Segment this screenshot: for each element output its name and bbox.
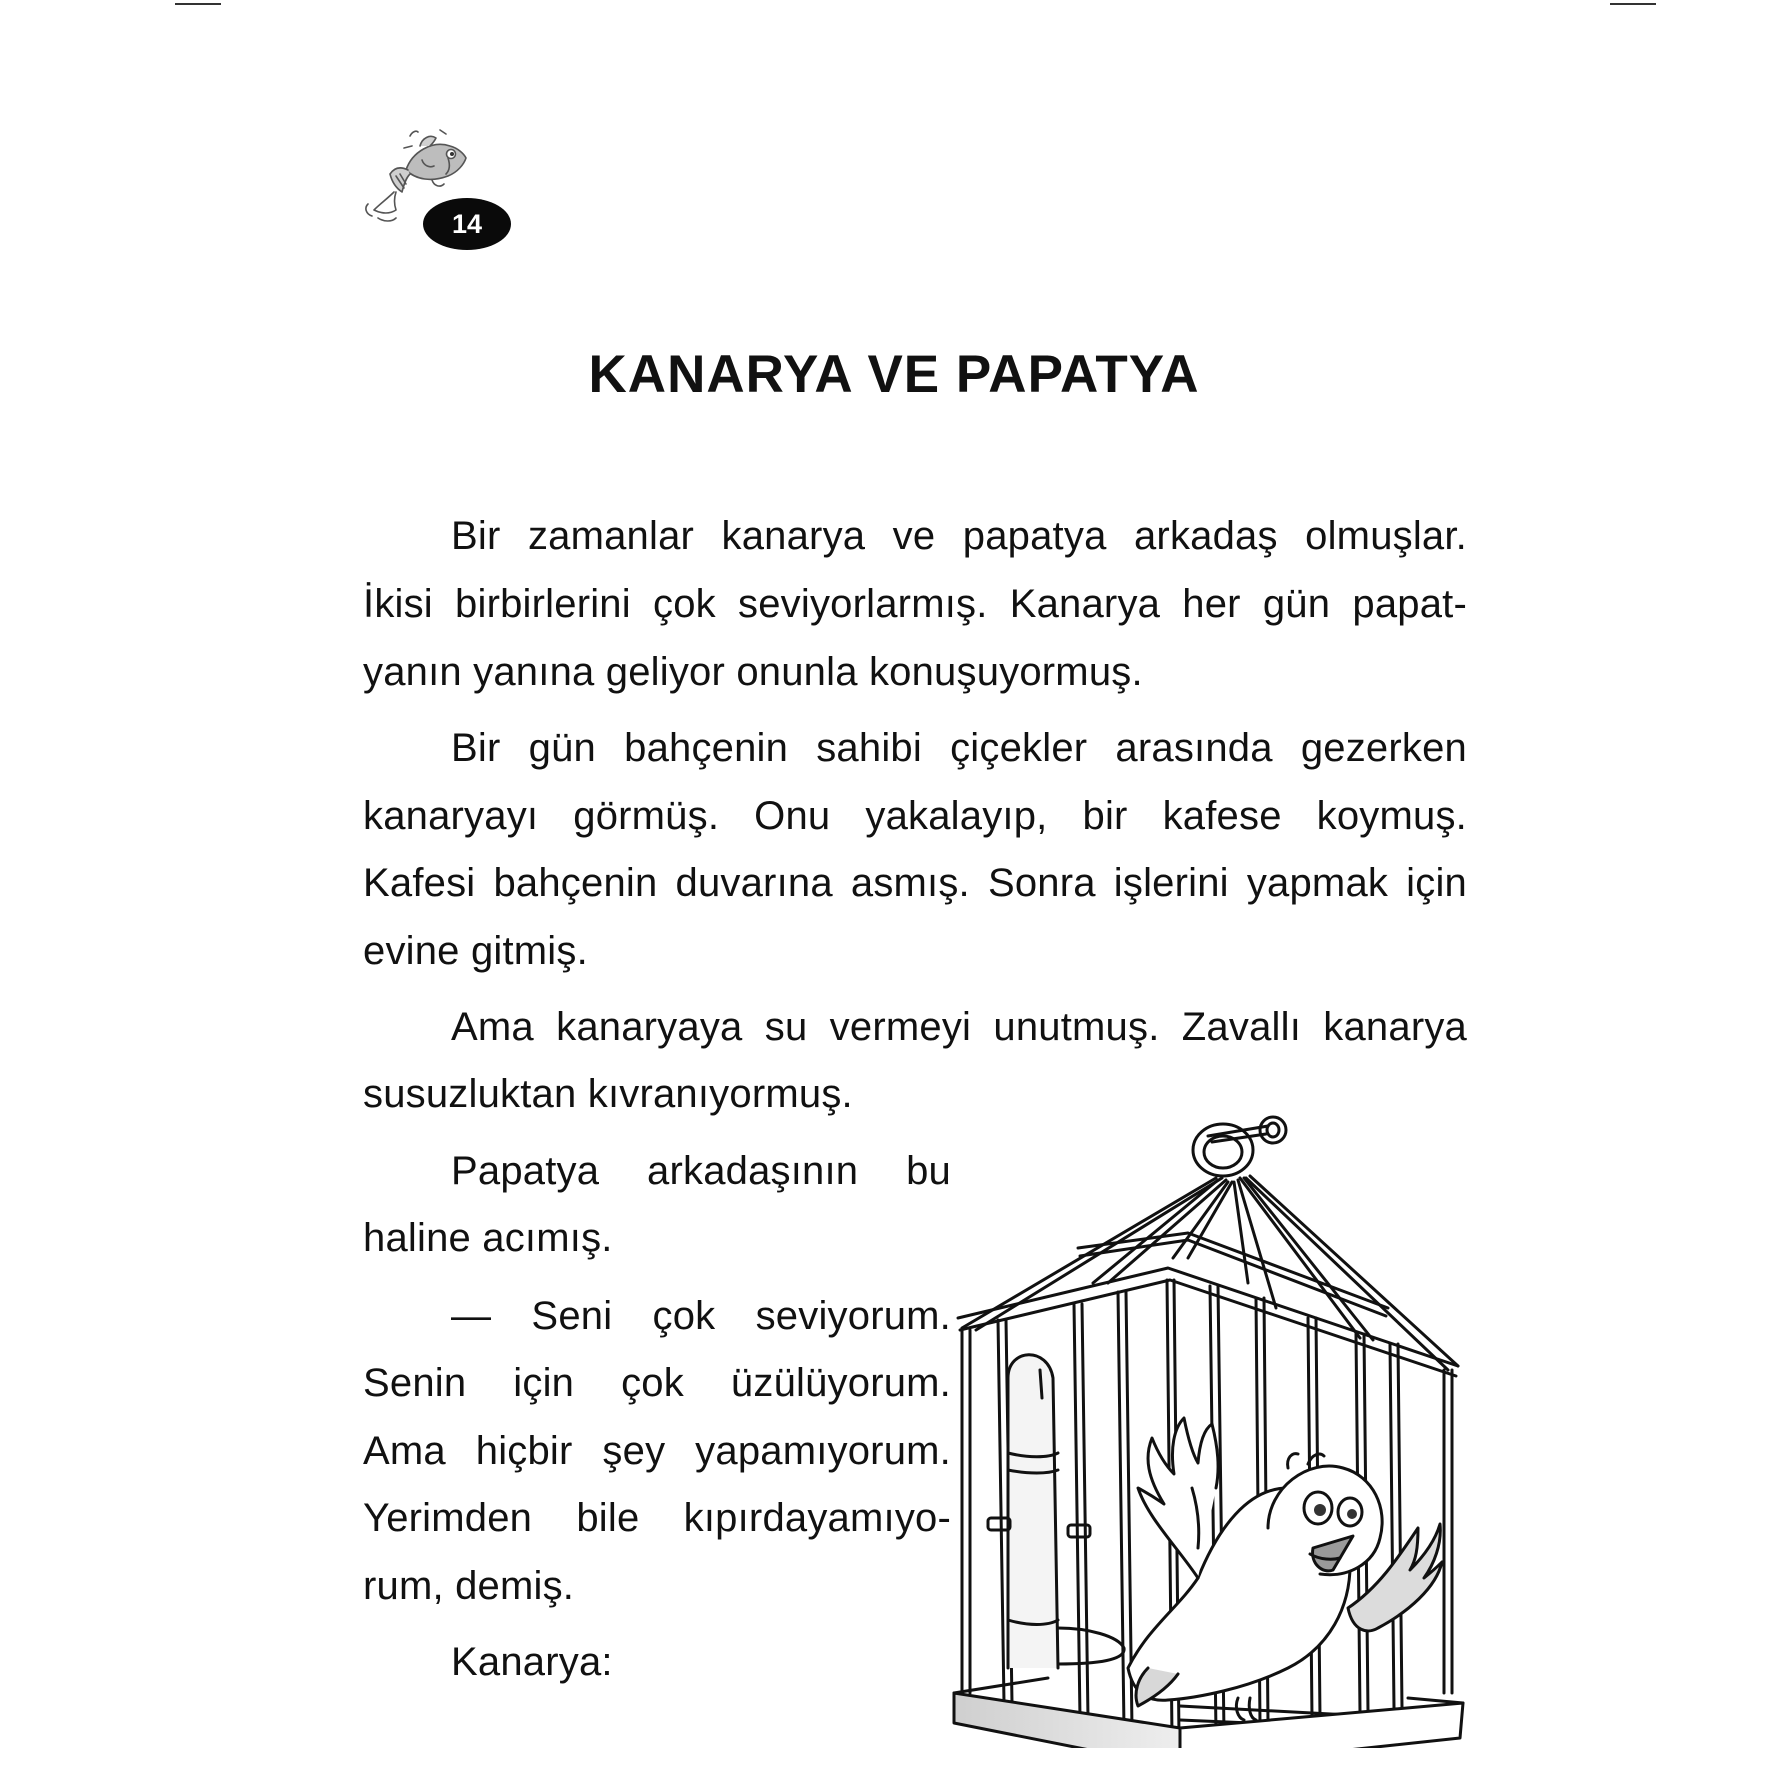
dialogue-line: — Seni çok seviyorum. xyxy=(451,1294,951,1338)
story-line: haline acımış. xyxy=(363,1216,613,1260)
dialogue-line: Yerimden bile kıpırdayamıyo- xyxy=(363,1496,951,1540)
crop-mark-right xyxy=(1610,3,1656,5)
story-line: İkisi birbirlerini çok seviyorlarmış. Kanarya her gün papat- xyxy=(363,582,1467,626)
birdcage-illustration xyxy=(948,1108,1488,1748)
dialogue-line: Ama hiçbir şey yapamıyorum. xyxy=(363,1429,951,1473)
story-line: Bir gün bahçenin sahibi çiçekler arasında gezerken xyxy=(451,726,1467,770)
story-line: yanın yanına geliyor onunla konuşuyormuş. xyxy=(363,650,1143,694)
dialogue-line: Senin için çok üzülüyorum. xyxy=(363,1361,951,1405)
story-line: kanaryayı görmüş. Onu yakalayıp, bir kafese koymuş. xyxy=(363,794,1467,838)
story-line: susuzluktan kıvranıyormuş. xyxy=(363,1072,853,1116)
crop-mark-left xyxy=(175,3,221,5)
story-line: Ama kanaryaya su vermeyi unutmuş. Zavallı kanarya xyxy=(451,1005,1467,1049)
page-number-badge: 14 xyxy=(423,198,511,250)
dialogue-line: rum, demiş. xyxy=(363,1564,575,1608)
story-line: evine gitmiş. xyxy=(363,929,588,973)
story-line: Kafesi bahçenin duvarına asmış. Sonra işlerini yapmak için xyxy=(363,861,1467,905)
story-title: KANARYA VE PAPATYA xyxy=(588,345,1200,404)
story-line: Bir zamanlar kanarya ve papatya arkadaş olmuşlar. xyxy=(451,514,1467,558)
cage-ring xyxy=(1193,1117,1286,1176)
speaker-line: Kanarya: xyxy=(451,1640,613,1684)
story-line: Papatya arkadaşının bu xyxy=(451,1149,951,1193)
